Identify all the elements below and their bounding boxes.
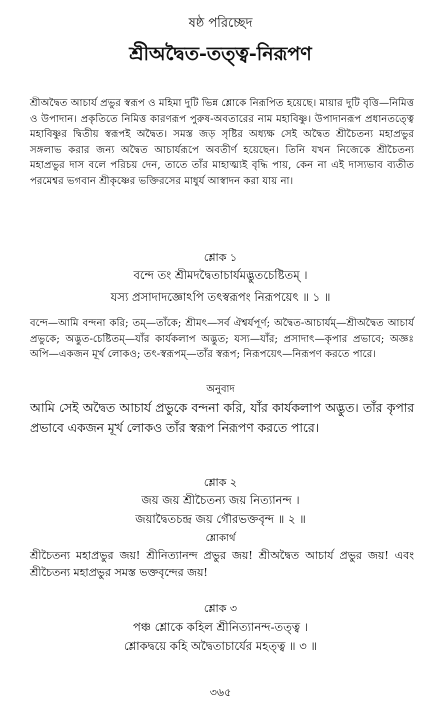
intro-paragraph: শ্রীঅদ্বৈত আচার্য প্রভুর স্বরূপ ও মহিমা দুটি ভিন্ন শ্লোকে নিরূপিত হয়েছে। মায়ার দুটি বৃত্তি—নিমিত্ত ও উপাদান। প্রকৃতিতে নিমিত্ত কারণরূপ পুরুষ-অবতারের নাম মহাবিষ্ণু। উপাদানরূপ প্রধানতত্ত্বে মহাবিষ্ণুর দ্বিতীয় স্বরূপই অদ্বৈত। সমস্ত জড় সৃষ্টির অধ্যক্ষ সেই অদ্বৈত শ্রীচৈতন্য মহাপ্রভুর সঙ্গলাভ করার জন্য অদ্বৈত আচার্যরূপে অবতীর্ণ হয়েছেন। তিনি যখন নিজেকে শ্রীচৈতন্য মহাপ্রভুর দাস বলে পরিচয় দেন, তাতে তাঁর মাহাত্ম্যই বৃদ্ধি পায়, কেন না এই দাস্যভাব ব্যতীত পরমেশ্বর ভগবান শ্রীকৃষ্ণের ভক্তিরসের মাধুর্য আস্বাদন করা যায় না। xyxy=(30,98,414,187)
verse-1-translation: আমি সেই অদ্বৈত আচার্য প্রভুকে বন্দনা করি, যাঁর কার্যকলাপ অদ্ভুত। তাঁর কৃপার প্রভাবে একজন মূর্খ লোকও তাঁর স্বরূপ নিরূপণ করতে পারে। xyxy=(30,401,414,435)
verse-3-line-2: শ্লোকদ্বয়ে কহি অদ্বৈতাচার্যের মহত্ত্ব ॥ ৩ ॥ xyxy=(123,639,318,653)
verse-1-line-1: বন্দে তং শ্রীমদদ্বৈতাচার্যমদ্ভুতচেষ্টিতম্ । xyxy=(133,268,308,282)
page-number: ৩৬৫ xyxy=(209,686,232,699)
verse-1-synonyms: বন্দে—আমি বন্দনা করি; তম্—তাঁকে; শ্রীমৎ—সর্ব ঐশ্বর্যপূর্ণ; অদ্বৈত-আচার্যম্—শ্রীঅদ্বৈত আচার্য প্রভুকে; অদ্ভুত-চেষ্টিতম্—যাঁর কার্যকলাপ অদ্ভুত; যস্য—যাঁর; প্রসাদাৎ—কৃপার প্রভাবে; অজ্ঞঃ অপি—একজন মূর্খ লোকও; তৎ-স্বরূপম্—তাঁর স্বরূপ; নিরূপয়েৎ—নিরূপণ করতে পারে। xyxy=(30,318,414,361)
verse-1-line-2: যস্য প্রসাদাদজ্ঞোঽপি তৎস্বরূপং নিরূপয়েৎ ॥ ১ ॥ xyxy=(110,290,331,304)
verse-2-translation-heading: শ্লোকার্থ xyxy=(205,533,236,544)
page-title: শ্রীঅদ্বৈত-তত্ত্ব-নিরূপণ xyxy=(129,43,312,65)
verse-1-translation-heading: অনুবাদ xyxy=(206,384,235,395)
verse-2-line-2: জয়াদ্বৈতচন্দ্র জয় গৌরভক্তবৃন্দ ॥ ২ ॥ xyxy=(135,512,306,526)
verse-3-heading: শ্লোক ৩ xyxy=(203,602,238,615)
verse-2-line-1: জয় জয় শ্রীচৈতন্য জয় নিত্যানন্দ । xyxy=(141,493,300,507)
verse-3-line-1: পঞ্চ শ্লোকে কহিল শ্রীনিত্যানন্দ-তত্ত্ব । xyxy=(133,620,308,634)
verse-1-heading: শ্লোক ১ xyxy=(203,251,238,264)
verse-2-translation: শ্রীচৈতন্য মহাপ্রভুর জয়! শ্রীনিত্যানন্দ প্রভুর জয়! শ্রীঅদ্বৈত আচার্য প্রভুর জয়! এবং শ্রীচৈতন্য মহাপ্রভুর সমস্ত ভক্তবৃন্দের জয়! xyxy=(30,549,414,579)
verse-2-heading: শ্লোক ২ xyxy=(203,476,238,489)
chapter-label: ষষ্ঠ পরিচ্ছেদ xyxy=(188,16,253,31)
